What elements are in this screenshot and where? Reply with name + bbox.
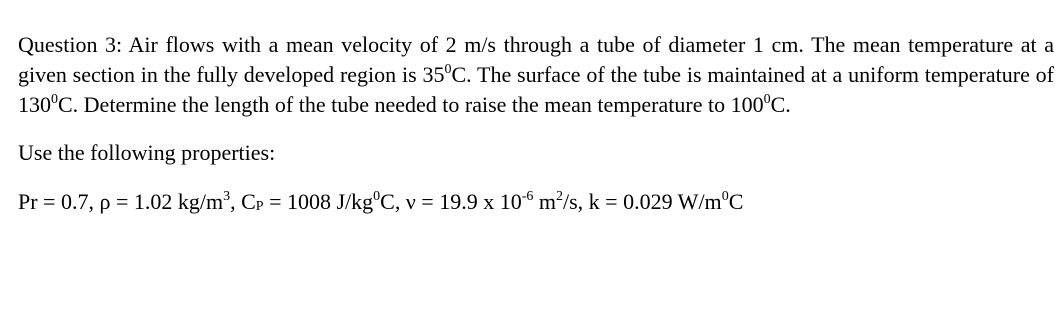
density-exponent: 3	[223, 189, 231, 204]
specific-heat-symbol: , C	[230, 189, 256, 214]
properties-heading: Use the following properties:	[18, 140, 276, 165]
question-text-1: Air flows with a mean velocity of 2 m/s through a tube of diameter 1 cm. The mean temperature at a given section in the fully developed region is 35	[18, 32, 1054, 87]
specific-heat-subscript: P	[255, 199, 264, 214]
conductivity-value: /s, k = 0.029 W/m	[563, 189, 722, 214]
degree-symbol: 0	[721, 189, 729, 204]
degree-symbol: 0	[51, 92, 58, 107]
degree-symbol: 0	[763, 92, 771, 107]
question-label: Question 3:	[18, 32, 123, 57]
viscosity-exponent: -6	[521, 189, 534, 204]
document	[18, 30, 1054, 217]
question-text-4: C.	[770, 92, 791, 117]
question-text-3: C. Determine the length of the tube needed to raise the mean temperature to 100	[58, 92, 764, 117]
viscosity-unit: m	[533, 189, 556, 214]
viscosity-value: C, ν = 19.9 x 10	[380, 189, 522, 214]
question-paragraph	[18, 30, 1054, 120]
question-text-2: C. The surface of the tube is maintained at a uniform temperature of 130	[18, 62, 1054, 117]
prandtl-density: Pr = 0.7, ρ = 1.02 kg/m	[18, 189, 224, 214]
properties-line	[18, 187, 1054, 217]
specific-heat-value: = 1008 J/kg	[263, 189, 374, 214]
viscosity-unit-exponent: 2	[556, 189, 563, 204]
conductivity-unit-end: C	[728, 189, 744, 214]
degree-symbol: 0	[444, 62, 452, 77]
degree-symbol: 0	[373, 189, 381, 204]
